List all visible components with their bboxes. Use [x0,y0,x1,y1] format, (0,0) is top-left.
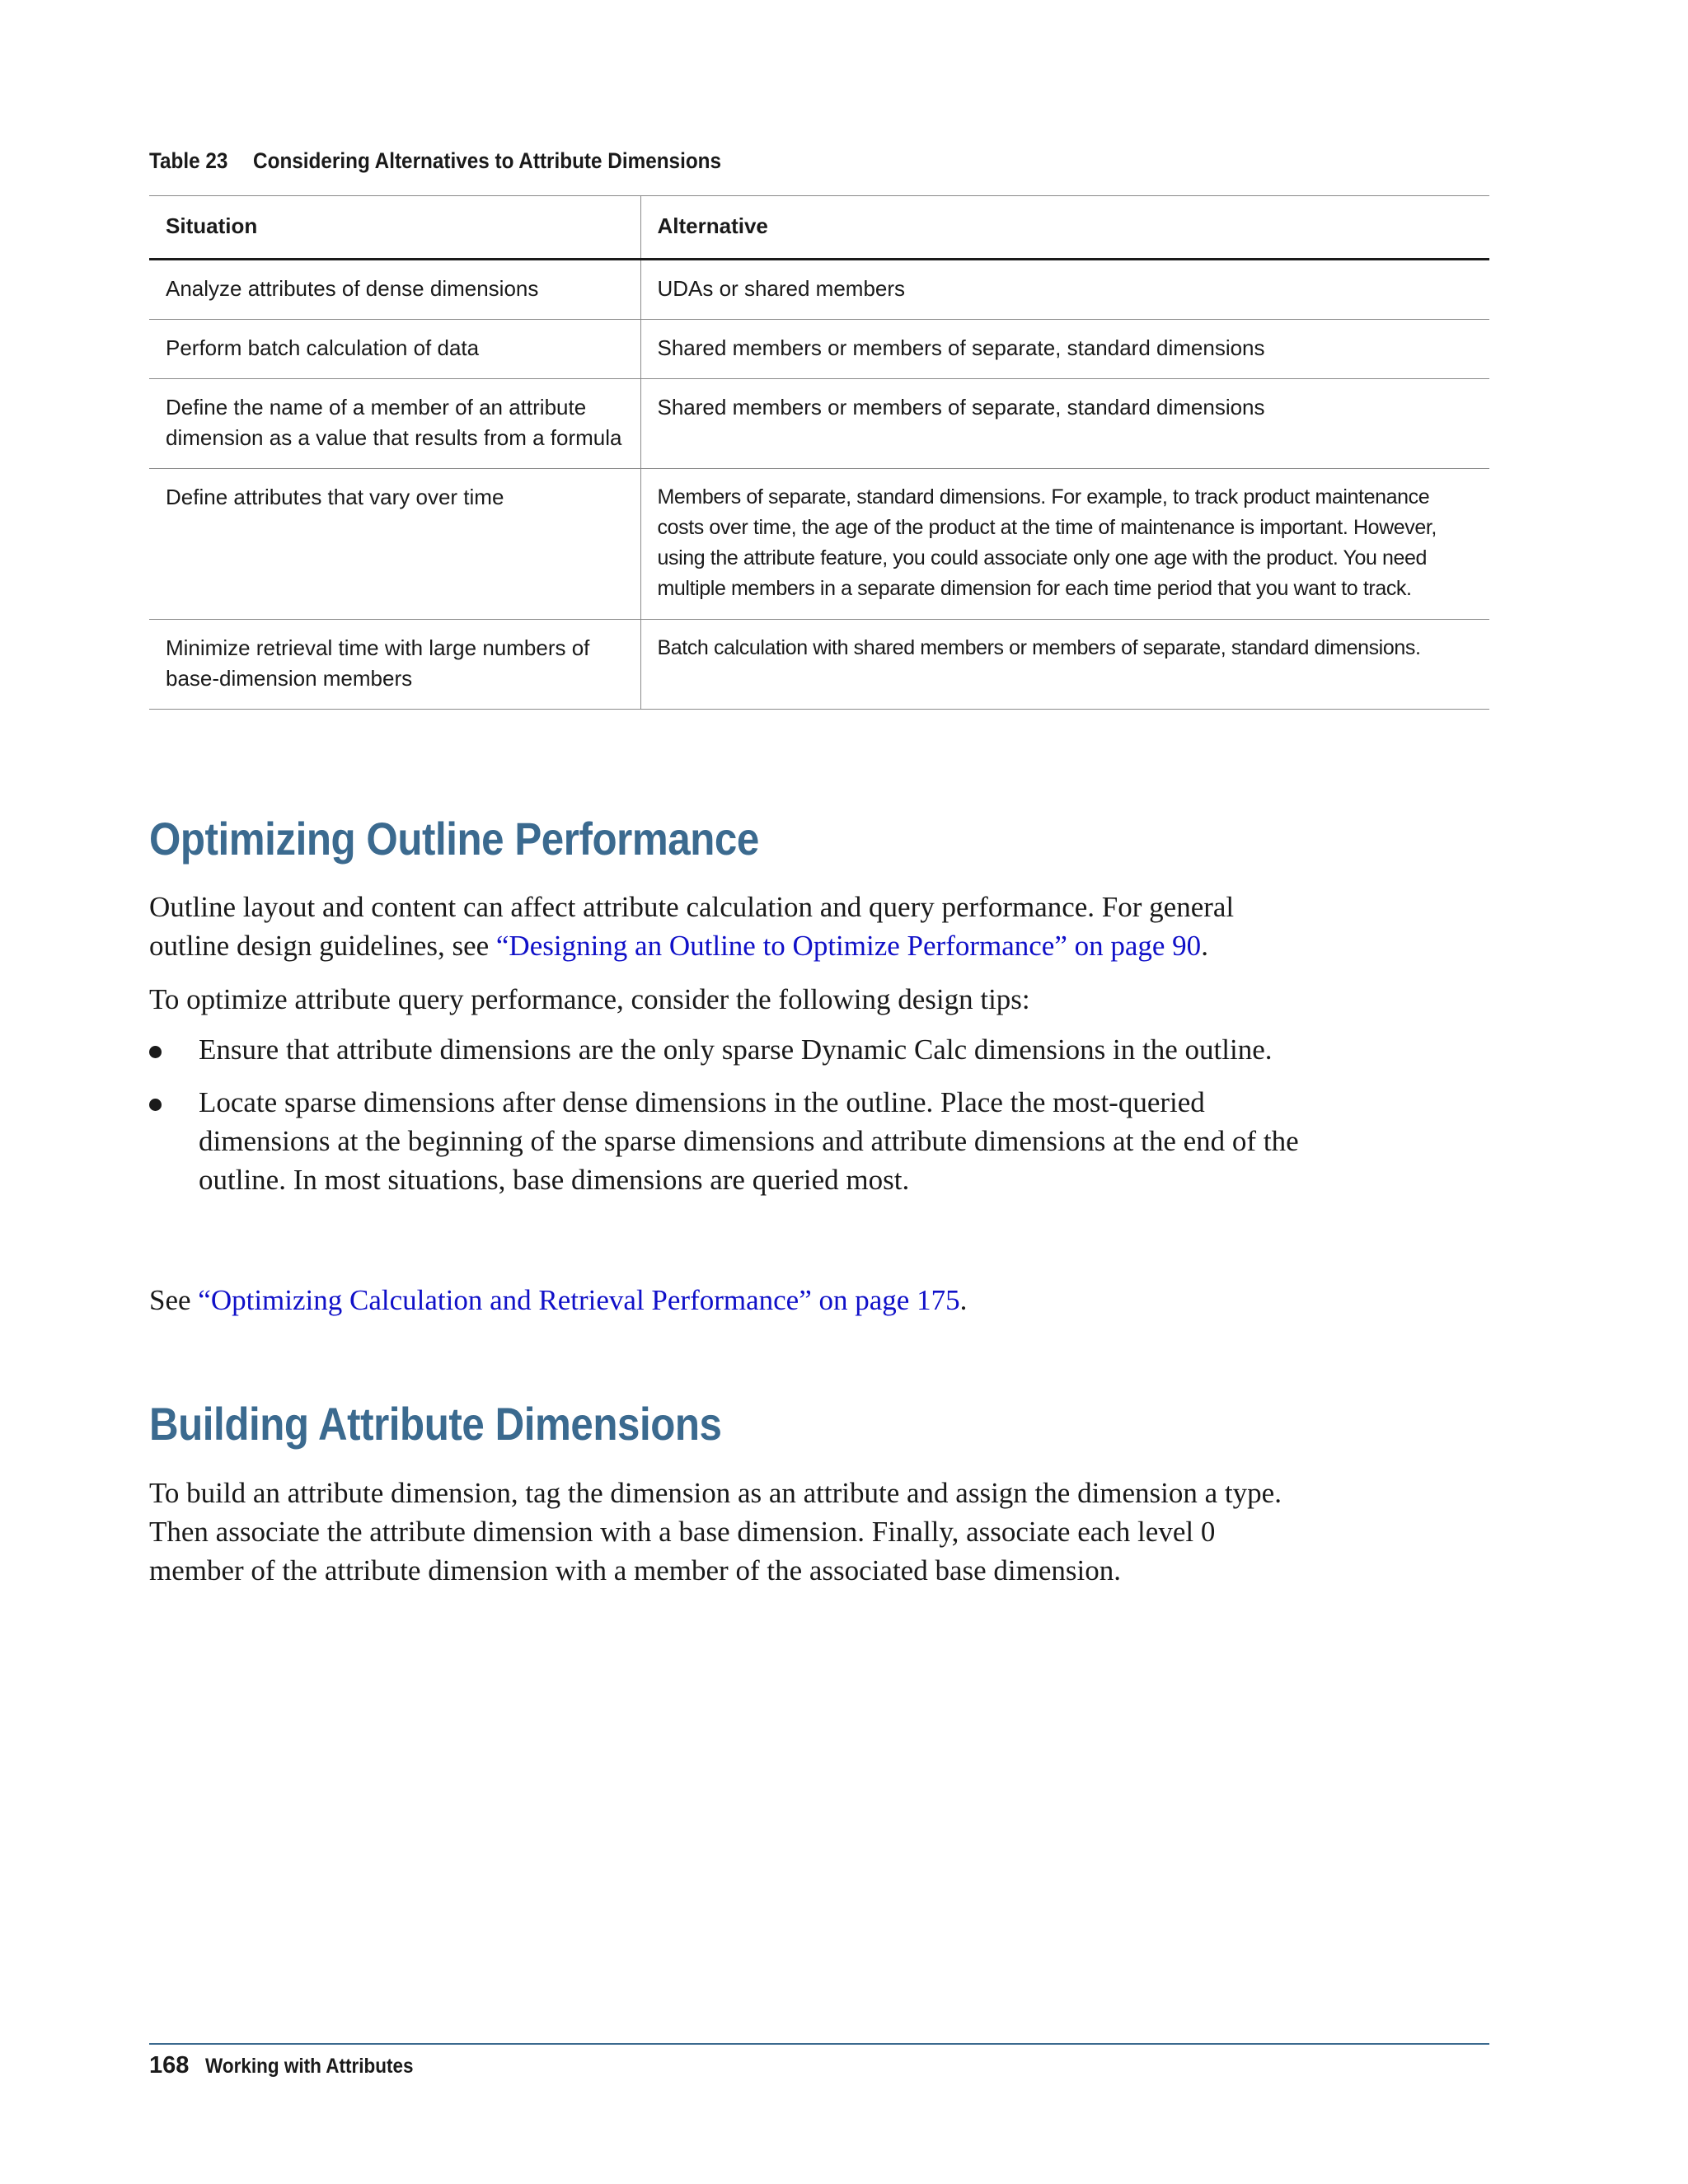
see-text: See [149,1284,199,1316]
list-item [149,1083,1303,1199]
table-cell-alternative: Shared members or members of separate, standard dimensions [640,379,1489,469]
chapter-title: Working with Attributes [205,2055,414,2078]
design-tips-list [149,1030,1303,1213]
list-item [149,1030,1303,1069]
paragraph-end: . [1201,930,1208,962]
table-row [149,320,1489,379]
section-heading-building-attribute: Building Attribute Dimensions [149,1398,722,1450]
page-number: 168 [149,2052,190,2079]
table-title: Considering Alternatives to Attribute Dimensions [253,148,722,173]
table-header-row [149,196,1489,260]
table-row [149,379,1489,469]
table-cell-alternative: UDAs or shared members [640,260,1489,320]
table-number: Table 23 [149,148,228,173]
table-cell-situation: Analyze attributes of dense dimensions [149,260,640,320]
paragraph-text: Outline layout and content can affect attribute calculation and query performance. For general outline design guidelines, see [149,891,1235,962]
column-header-alternative: Alternative [640,196,1489,260]
paragraph-see-also [149,1281,1303,1319]
table-cell-situation: Perform batch calculation of data [149,320,640,379]
table-cell-alternative: Batch calculation with shared members or members of separate, standard dimensions. [640,620,1489,710]
alternatives-table [149,195,1489,710]
table-cell-situation: Define attributes that vary over time [149,469,640,620]
table-row [149,620,1489,710]
link-optimizing-calculation[interactable]: “Optimizing Calculation and Retrieval Performance” on page 175 [198,1284,960,1316]
link-designing-outline[interactable]: “Designing an Outline to Optimize Performance” on page 90 [495,930,1202,962]
table-caption [149,148,721,174]
table-cell-alternative: Shared members or members of separate, standard dimensions [640,320,1489,379]
page-footer [149,2052,437,2079]
bullet-icon [149,1099,162,1111]
table-row [149,469,1489,620]
table-cell-alternative: Members of separate, standard dimensions. For example, to track product maintenance costs over time, the age of the product at the time of maintenance is important. However, using the attribute feature, you could associate only one age with the product. You need multiple members in a separate dimension for each time period that you want to track. [640,469,1489,620]
paragraph-design-tips-intro: To optimize attribute query performance, consider the following design tips: [149,983,1030,1015]
table-row [149,260,1489,320]
column-header-situation: Situation [149,196,640,260]
list-item-text: Locate sparse dimensions after dense dimensions in the outline. Place the most-queried dimensions at the beginning of the sparse dimensions and attribute dimensions at the end of the outline. In most situations, base dimensions are queried most. [199,1086,1299,1196]
paragraph-build-attribute: To build an attribute dimension, tag the dimension as an attribute and assign the dimension a type. Then associate the attribute dimension with a base dimension. Finally, associate each level 0 member of the attribute dimension with a member of the associated base dimension. [149,1477,1282,1586]
bullet-icon [149,1046,162,1058]
see-end: . [959,1284,968,1316]
table-cell-situation: Define the name of a member of an attribute dimension as a value that results from a formula [149,379,640,469]
footer-divider [149,2043,1489,2045]
section-heading-optimizing-outline: Optimizing Outline Performance [149,813,759,865]
table-cell-situation: Minimize retrieval time with large numbers of base-dimension members [149,620,640,710]
paragraph-outline-layout [149,888,1303,965]
list-item-text: Ensure that attribute dimensions are the only sparse Dynamic Calc dimensions in the outline. [199,1033,1273,1066]
